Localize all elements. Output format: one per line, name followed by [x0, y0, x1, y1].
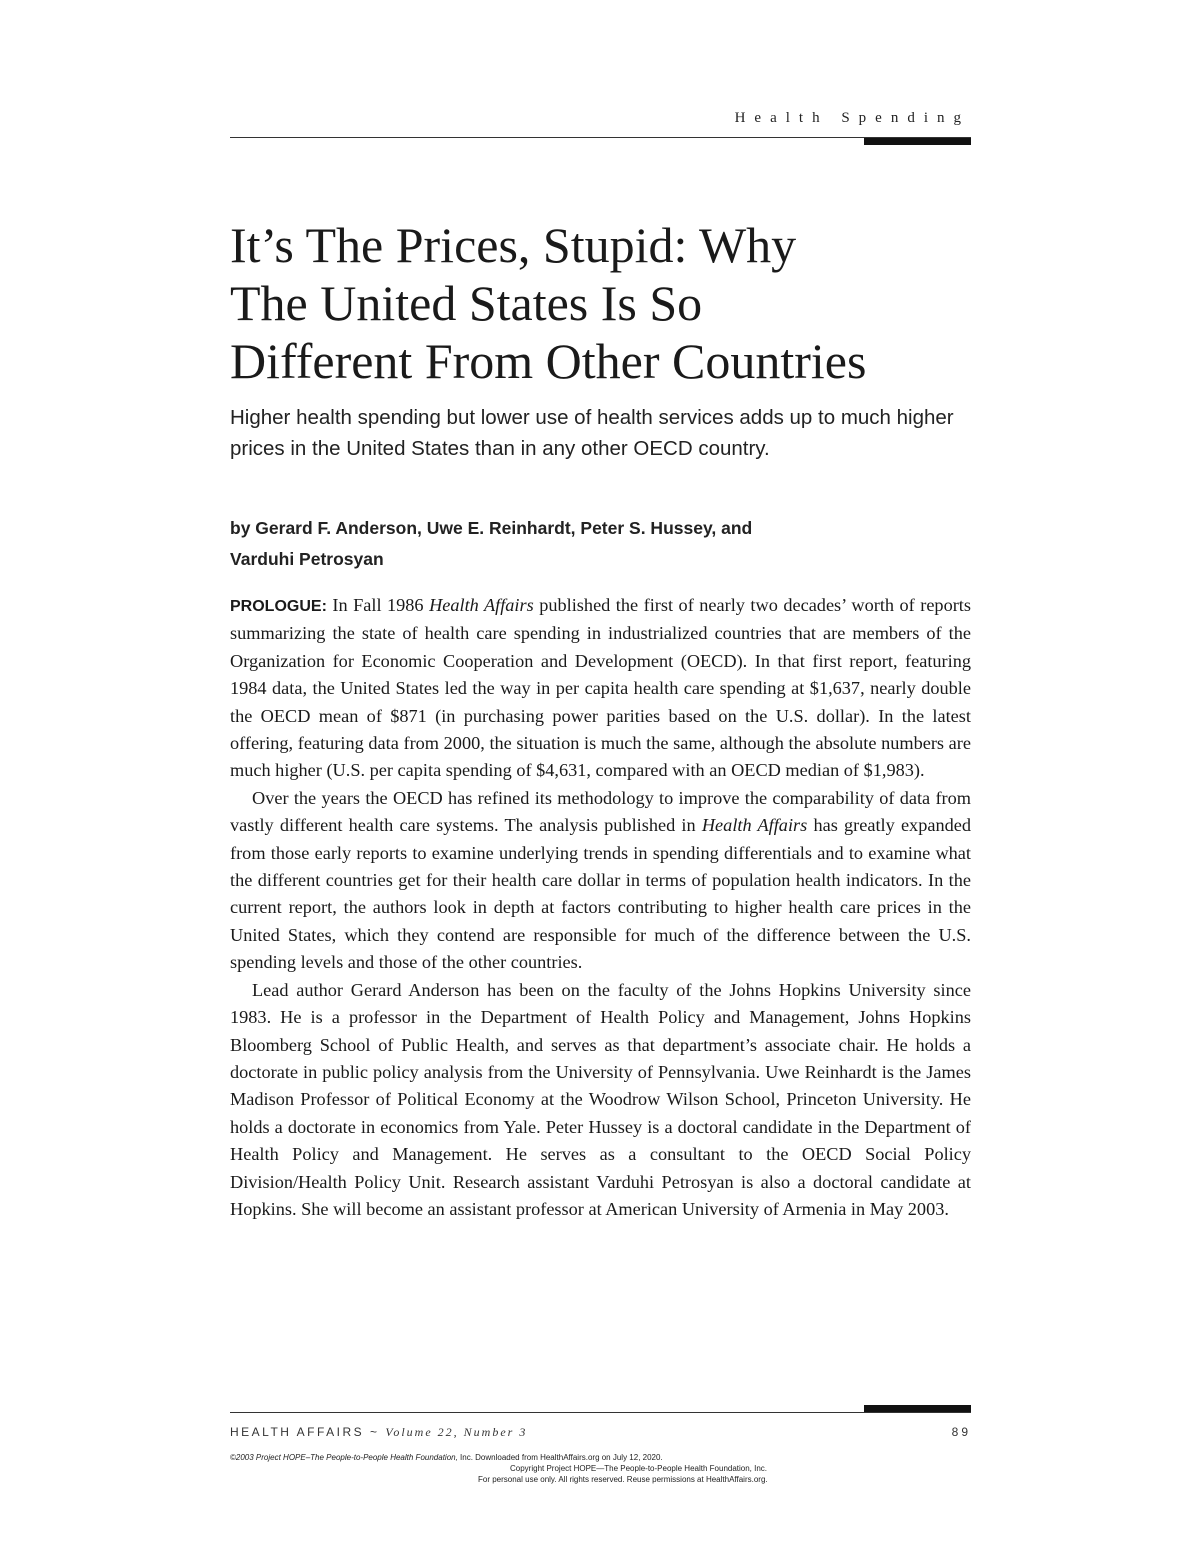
page-number: 89	[951, 1425, 971, 1439]
byline	[230, 513, 975, 575]
prologue-label: PROLOGUE:	[230, 598, 327, 615]
footer-accent-bar	[864, 1405, 971, 1412]
copyright-holder: ©2003 Project HOPE–The People-to-People Health Foundation,	[230, 1453, 458, 1462]
footer-separator: ~	[364, 1425, 386, 1439]
byline-authors: by Gerard F. Anderson, Uwe E. Reinhardt, Peter S. Hussey, and	[230, 518, 753, 538]
journal-name: Health Affairs	[429, 595, 534, 615]
volume-info: Volume 22, Number 3	[385, 1425, 528, 1439]
header-accent-bar	[864, 138, 971, 145]
title-line: The United States Is So	[230, 275, 703, 331]
copyright-notes	[230, 1452, 971, 1485]
journal-name: Health Affairs	[701, 815, 808, 836]
prologue-paragraph-1	[230, 592, 971, 785]
paragraph-text: Over the years the OECD has refined its methodology to improve the comparability of data from vastly different health care systems. The analysis published in	[230, 787, 971, 836]
title-line: Different From Other Countries	[230, 333, 867, 389]
article-title	[230, 216, 990, 390]
prologue-paragraph-2	[230, 785, 971, 977]
copyright-line	[230, 1452, 971, 1463]
section-label: Health Spending	[734, 110, 970, 126]
header-rule	[230, 137, 971, 138]
byline-authors-continued: Varduhi Petrosyan	[230, 549, 384, 569]
paragraph-text: has greatly expanded from those early reports to examine underlying trends in spending differentials and to examine what the different countries get for their health care dollar in terms of population health indicators. In the current report, the authors look in depth at factors contributing to higher health care prices in the United States, which they contend are responsible for much of the difference between the U.S. spending levels and those of the other countries.	[230, 815, 971, 973]
footer-journal-info	[230, 1425, 527, 1440]
download-note: Inc. Downloaded from HealthAffairs.org on July 12, 2020.	[457, 1453, 663, 1462]
prologue-paragraph-3: Lead author Gerard Anderson has been on the faculty of the Johns Hopkins University since 1983. He is a professor in the Department of Health Policy and Management, Johns Hopkins Bloomberg School of Public Health, and serves as that department’s associate chair. He holds a doctorate in public policy analysis from the University of Pennsylvania. Uwe Reinhardt is the James Madison Professor of Political Economy at the Woodrow Wilson School, Princeton University. He holds a doctorate in economics from Yale. Peter Hussey is a doctoral candidate in the Department of Health Policy and Management. He serves as a consultant to the OECD Social Policy Division/Health Policy Unit. Research assistant Varduhi Petrosyan is also a doctoral candidate at Hopkins. She will become an assistant professor at American University of Armenia in May 2003.	[230, 979, 971, 1219]
usage-line: For personal use only. All rights reserved. Reuse permissions at HealthAffairs.org.	[478, 1475, 768, 1484]
paragraph-text: In Fall 1986	[326, 595, 430, 615]
copyright-line: Copyright Project HOPE—The People-to-People Health Foundation, Inc.	[510, 1464, 768, 1473]
article-subtitle: Higher health spending but lower use of health services adds up to much higher prices in the United States than in any other OECD country.	[230, 406, 954, 460]
footer-rule	[230, 1412, 971, 1413]
journal-title: HEALTH AFFAIRS	[230, 1425, 365, 1439]
title-line: It’s The Prices, Stupid: Why	[230, 217, 797, 273]
prologue-body	[230, 592, 971, 1223]
paragraph-text: published the first of nearly two decades’ worth of reports summarizing the state of health care spending in industrialized countries that are members of the Organization for Economic Cooperation and Development (OECD). In that first report, featuring 1984 data, the United States led the way in per capita health care spending at $1,637, nearly double the OECD mean of $871 (in purchasing power parities based on the U.S. dollar). In the latest offering, featuring data from 2000, the situation is much the same, although the absolute numbers are much higher (U.S. per capita spending of $4,631, compared with an OECD median of $1,983).	[230, 595, 971, 781]
